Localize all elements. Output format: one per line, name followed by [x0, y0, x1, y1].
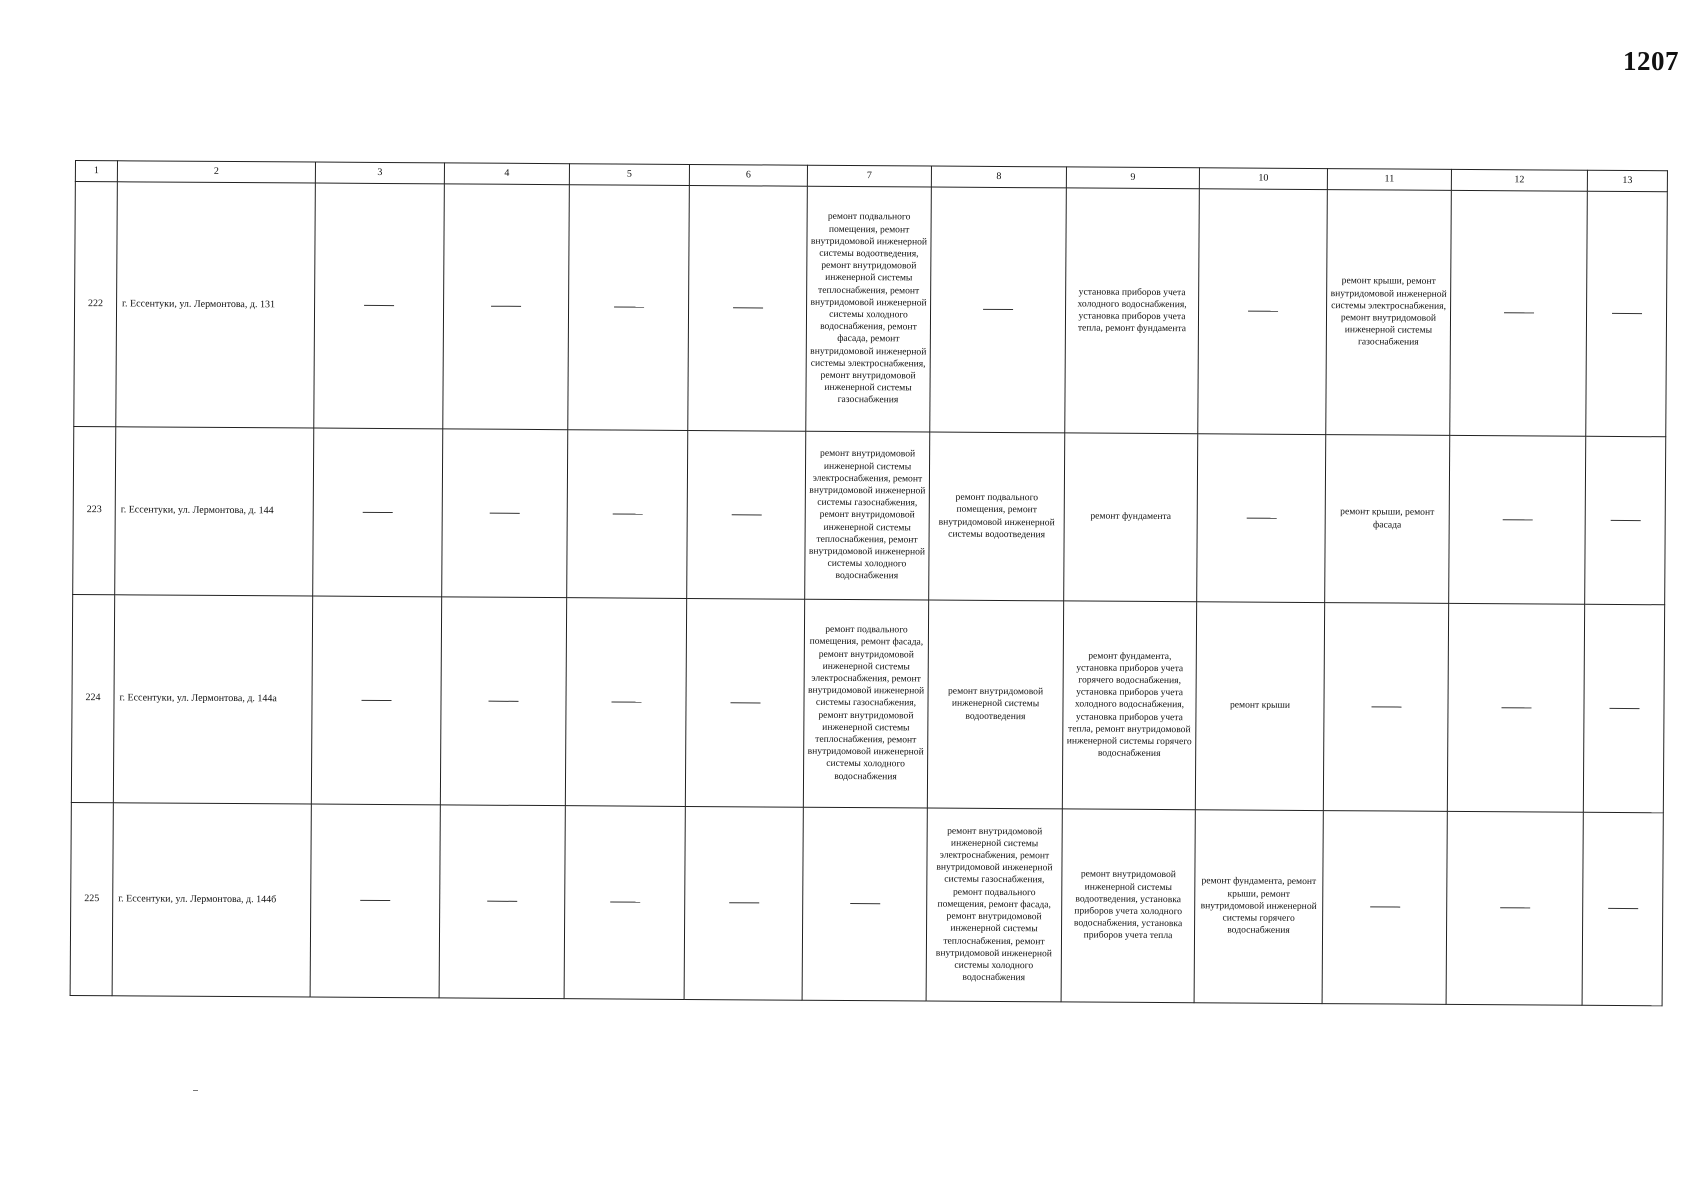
cell-col-5 [568, 185, 690, 431]
header-col-3: 3 [315, 162, 444, 184]
cell-col-8: ремонт внутридомовой инженерной системы электроснабжения, ремонт внутридомовой инженерной системы газоснабжения, ремонт подвального помещения, ремонт фасада, ремонт внутридомовой инженерной системы теплоснабжения, ремонт внутридомовой инженерной системы холодного водоснабжения [926, 808, 1062, 1002]
empty-dash [1612, 313, 1642, 314]
cell-col-7: ремонт подвального помещения, ремонт фасада, ремонт внутридомовой инженерной системы электроснабжения, ремонт внутридомовой инженерной системы газоснабжения, ремонт внутридомовой инженерной системы теплоснабжения, ремонт внутридомовой инженерной системы холодного водоснабжения [803, 599, 928, 808]
cell-col-6 [685, 598, 804, 807]
empty-dash [1500, 907, 1530, 908]
cell-col-5 [567, 430, 688, 599]
cell-col-8: ремонт подвального помещения, ремонт внутридомовой инженерной системы водоотведения [929, 432, 1065, 601]
cell-col-9: ремонт фундамента, установка приборов учета горячего водоснабжения, установка приборов учета холодного водоснабжения, установка приборов учета тепла, ремонт внутридомовой инженерной системы горячего водоснабжения [1062, 601, 1196, 810]
cell-col-12 [1450, 190, 1588, 436]
cell-col-3 [311, 596, 441, 805]
empty-dash [1608, 908, 1638, 909]
header-col-11: 11 [1327, 169, 1451, 191]
header-col-9: 9 [1066, 167, 1199, 189]
cell-col-9: установка приборов учета холодного водоснабжения, установка приборов учета тепла, ремонт фундамента [1065, 188, 1200, 434]
row-address: г. Ессентуки, ул. Лермонтова, д. 144б [112, 803, 311, 997]
empty-dash [364, 305, 394, 306]
header-col-10: 10 [1199, 168, 1327, 190]
empty-dash [733, 307, 763, 308]
header-col-8: 8 [931, 166, 1066, 188]
header-col-13: 13 [1587, 170, 1667, 192]
cell-col-10: ремонт фундамента, ремонт крыши, ремонт внутридомовой инженерной системы горячего водоснабжения [1194, 810, 1323, 1004]
empty-dash [1246, 517, 1276, 518]
row-number: 223 [73, 426, 116, 594]
cell-col-5 [565, 598, 686, 807]
cell-col-13 [1582, 812, 1663, 1006]
row-number: 225 [70, 802, 113, 995]
cell-col-4 [439, 805, 565, 999]
row-number: 222 [74, 182, 118, 427]
cell-col-10 [1197, 434, 1326, 603]
empty-dash [850, 903, 880, 904]
cell-col-11 [1323, 603, 1448, 812]
cell-col-8 [930, 187, 1067, 433]
empty-dash [362, 699, 392, 700]
header-col-4: 4 [444, 163, 569, 185]
empty-dash [610, 901, 640, 902]
cell-col-13 [1583, 604, 1664, 813]
empty-dash [1371, 706, 1401, 707]
row-address: г. Ессентуки, ул. Лермонтова, д. 144а [113, 595, 312, 804]
empty-dash [730, 702, 760, 703]
empty-dash [491, 306, 521, 307]
cell-col-11: ремонт крыши, ремонт внутридомовой инженерной системы электроснабжения, ремонт внутридомовой инженерной системы газоснабжения [1326, 190, 1452, 436]
header-col-12: 12 [1451, 169, 1587, 191]
page-number: 1207 [1623, 46, 1679, 76]
header-col-5: 5 [569, 164, 689, 186]
cell-col-9: ремонт внутридомовой инженерной системы водоотведения, установка приборов учета холодного водоснабжения, установка приборов учета тепла [1061, 809, 1195, 1003]
cell-col-4 [440, 597, 566, 806]
repair-schedule-table [70, 160, 1668, 1006]
cell-col-7: ремонт подвального помещения, ремонт внутридомовой инженерной системы водоотведения, ремонт внутридомовой инженерной системы теплоснабжения, ремонт внутридомовой инженерной системы холодного водоснабжения, ремонт фасада, ремонт внутридомовой инженерной системы электроснабжения, ремонт внутридомовой инженерной системы газоснабжения [806, 186, 932, 432]
empty-dash [487, 901, 517, 902]
cell-col-8: ремонт внутридомовой инженерной системы водоотведения [927, 600, 1063, 809]
cell-col-12 [1449, 435, 1586, 604]
table-row [74, 182, 1668, 437]
empty-dash [983, 309, 1013, 310]
empty-dash [490, 512, 520, 513]
scan-mark [193, 1090, 198, 1091]
cell-col-4 [442, 429, 568, 598]
row-address: г. Ессентуки, ул. Лермонтова, д. 131 [116, 182, 316, 428]
cell-col-10 [1198, 189, 1328, 435]
cell-col-6 [687, 430, 806, 599]
cell-col-9: ремонт фундамента [1064, 433, 1198, 602]
header-col-6: 6 [689, 164, 807, 186]
empty-dash [489, 700, 519, 701]
header-col-1: 1 [75, 161, 117, 182]
empty-dash [1501, 707, 1531, 708]
row-address: г. Ессентуки, ул. Лермонтова, д. 144 [115, 427, 314, 596]
cell-col-6 [684, 806, 803, 1000]
cell-col-10: ремонт крыши [1195, 602, 1324, 811]
cell-col-12 [1447, 603, 1584, 812]
empty-dash [731, 514, 761, 515]
cell-col-4 [443, 184, 570, 430]
empty-dash [360, 900, 390, 901]
header-col-2: 2 [117, 161, 315, 183]
cell-col-7 [802, 807, 927, 1001]
row-number: 224 [71, 594, 114, 802]
empty-dash [612, 513, 642, 514]
empty-dash [1502, 519, 1532, 520]
cell-col-3 [314, 183, 445, 429]
empty-dash [1248, 311, 1278, 312]
cell-col-13 [1585, 436, 1666, 605]
table-row [71, 594, 1664, 812]
table-row [70, 802, 1663, 1005]
empty-dash [1609, 707, 1639, 708]
cell-col-13 [1586, 191, 1668, 437]
cell-col-5 [564, 806, 685, 1000]
empty-dash [611, 701, 641, 702]
cell-col-3 [313, 428, 443, 597]
header-col-7: 7 [807, 165, 931, 187]
cell-col-6 [688, 185, 808, 431]
cell-col-11 [1322, 811, 1447, 1005]
cell-col-3 [310, 804, 440, 998]
empty-dash [1504, 312, 1534, 313]
empty-dash [1370, 906, 1400, 907]
empty-dash [614, 306, 644, 307]
empty-dash [363, 511, 393, 512]
cell-col-11: ремонт крыши, ремонт фасада [1325, 435, 1450, 604]
empty-dash [1610, 519, 1640, 520]
cell-col-7: ремонт внутридомовой инженерной системы электроснабжения, ремонт внутридомовой инженерной системы газоснабжения, ремонт внутридомовой инженерной системы теплоснабжения, ремонт внутридомовой инженерной системы холодного водоснабжения [805, 431, 930, 600]
table-row [73, 426, 1666, 604]
cell-col-12 [1446, 811, 1583, 1005]
empty-dash [729, 902, 759, 903]
